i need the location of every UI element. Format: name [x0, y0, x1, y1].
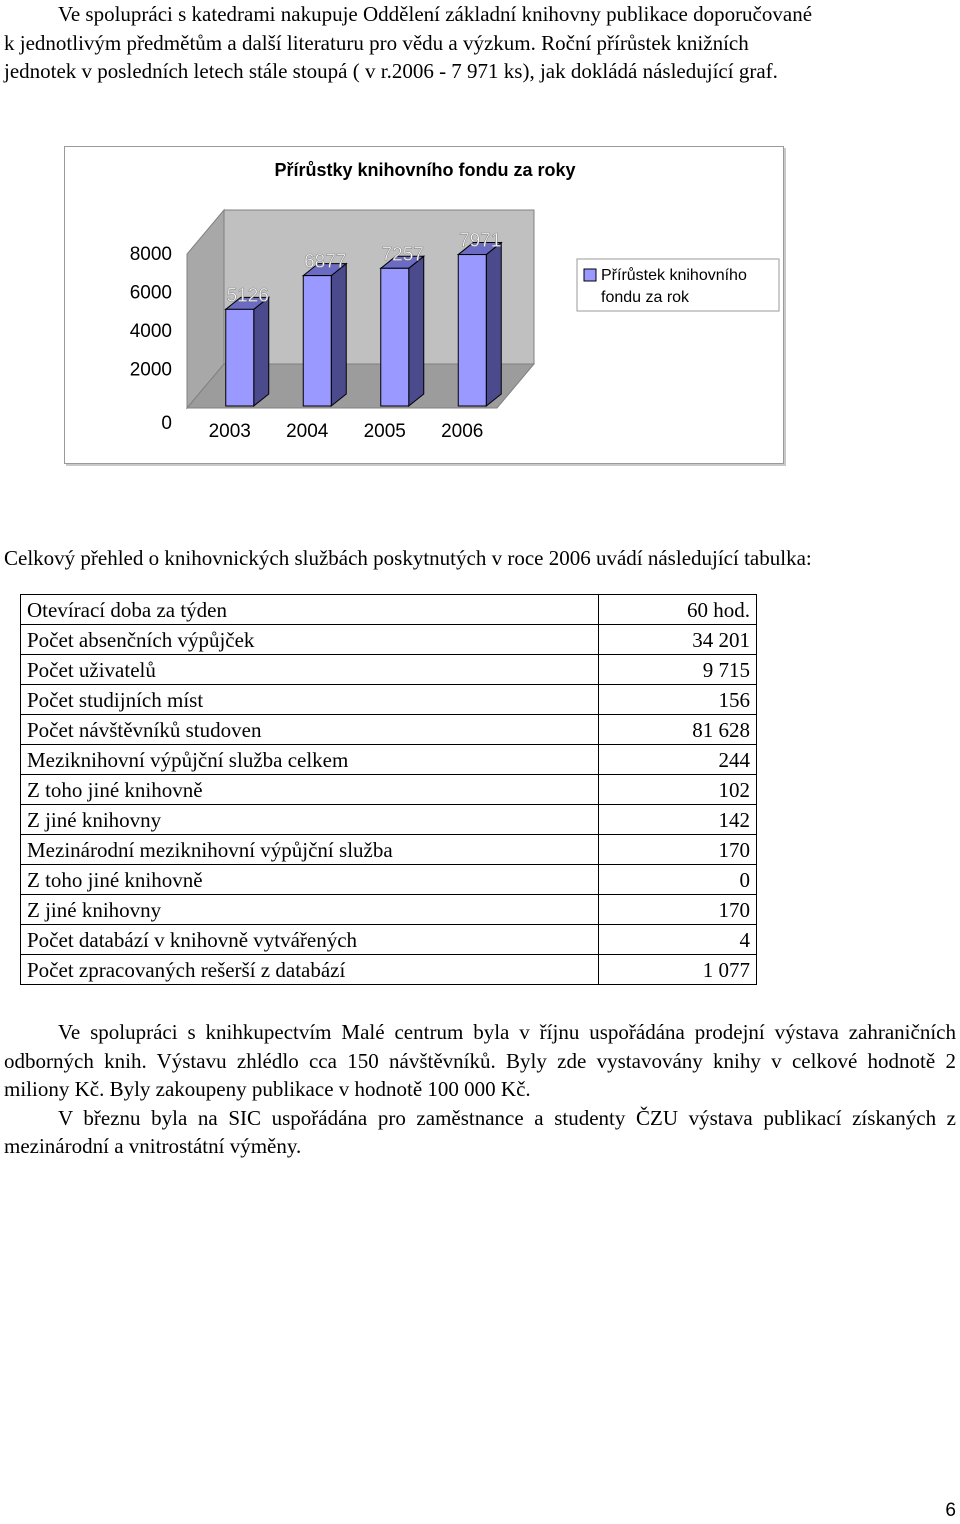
- row-value: 4: [599, 925, 757, 955]
- bar-data-label: 7971: [459, 230, 502, 252]
- row-label: Z toho jiné knihovně: [21, 775, 599, 805]
- x-tick-label: 2003: [208, 421, 251, 442]
- table-row: [21, 955, 757, 985]
- bar-side: [254, 297, 269, 406]
- row-value: 9 715: [599, 655, 757, 685]
- table-row: [21, 625, 757, 655]
- row-value: 170: [599, 835, 757, 865]
- table-row: [21, 685, 757, 715]
- y-tick-label: 4000: [129, 321, 172, 342]
- row-label: Počet návštěvníků studoven: [21, 715, 599, 745]
- table-row: [21, 775, 757, 805]
- table-row: [21, 865, 757, 895]
- x-tick-label: 2004: [286, 421, 329, 442]
- closing-text: [4, 1018, 956, 1161]
- row-label: Počet studijních míst: [21, 685, 599, 715]
- bar-data-label: 5126: [226, 285, 269, 307]
- y-tick-label: 0: [161, 413, 172, 434]
- row-value: 102: [599, 775, 757, 805]
- row-value: 170: [599, 895, 757, 925]
- table-row: [21, 745, 757, 775]
- row-value: 60 hod.: [599, 595, 757, 625]
- bar: [226, 309, 254, 406]
- row-label: Meziknihovní výpůjční služba celkem: [21, 745, 599, 775]
- row-label: Mezinárodní meziknihovní výpůjční služba: [21, 835, 599, 865]
- y-tick-label: 6000: [129, 282, 172, 304]
- intro-paragraph: [4, 0, 956, 86]
- x-tick-label: 2006: [441, 421, 484, 442]
- legend-label-line-2: fondu za rok: [601, 289, 690, 306]
- legend-label-line-1: Přírůstek knihovního: [601, 267, 747, 284]
- table-row: [21, 835, 757, 865]
- row-value: 1 077: [599, 955, 757, 985]
- legend-swatch: [584, 269, 596, 281]
- bar-chart: [64, 146, 784, 464]
- row-label: Z toho jiné knihovně: [21, 865, 599, 895]
- row-value: 244: [599, 745, 757, 775]
- table-row: [21, 595, 757, 625]
- page-number: 6: [945, 1500, 956, 1521]
- row-label: Z jiné knihovny: [21, 805, 599, 835]
- table-row: [21, 715, 757, 745]
- table-row: [21, 655, 757, 685]
- table-row: [21, 925, 757, 955]
- stats-table: [20, 594, 757, 985]
- row-value: 34 201: [599, 625, 757, 655]
- table-row: [21, 805, 757, 835]
- row-label: Počet databází v knihovně vytvářených: [21, 925, 599, 955]
- table-intro: Celkový přehled o knihovnických službách poskytnutých v roce 2006 uvádí následující tabulka:: [4, 546, 812, 570]
- chart-title: Přírůstky knihovního fondu za roky: [274, 160, 576, 180]
- intro-line-2: k jednotlivým předmětům a další literaturu pro vědu a výzkum. Roční přírůstek knižních: [4, 30, 749, 55]
- x-tick-label: 2005: [363, 421, 406, 442]
- bar-side: [331, 264, 346, 406]
- row-value: 156: [599, 685, 757, 715]
- bar: [458, 255, 486, 406]
- bar: [381, 268, 409, 406]
- bar-side: [486, 243, 501, 406]
- row-value: 0: [599, 865, 757, 895]
- intro-line-1: Ve spolupráci s katedrami nakupuje Oddělení základní knihovny publikace doporučované: [58, 2, 813, 26]
- row-label: Z jiné knihovny: [21, 895, 599, 925]
- closing-paragraph-1: Ve spolupráci s knihkupectvím Malé centrum byla v říjnu uspořádána prodejní výstava zahraničních odborných knih. Výstavu zhlédlo cca 150 návštěvníků. Byly zde vystavovány knihy v celkové hodnotě 2 miliony Kč. Byly zakoupeny publikace v hodnotě 100 000 Kč.: [4, 1020, 956, 1101]
- intro-line-3: jednotek v posledních letech stále stoupá ( v r.2006 - 7 971 ks), jak dokládá následující graf.: [4, 59, 778, 83]
- closing-paragraph-2: V březnu byla na SIC uspořádána pro zaměstnance a studenty ČZU výstava publikací získaných z mezinárodní a vnitrostátní výměny.: [4, 1105, 956, 1158]
- table-row: [21, 895, 757, 925]
- row-label: Počet zpracovaných rešerší z databází: [21, 955, 599, 985]
- row-value: 81 628: [599, 715, 757, 745]
- bar-data-label: 7257: [381, 244, 424, 266]
- bar: [303, 276, 331, 406]
- row-label: Počet absenčních výpůjček: [21, 625, 599, 655]
- row-label: Počet uživatelů: [21, 655, 599, 685]
- y-tick-label: 8000: [129, 244, 172, 265]
- bar-data-label: 6877: [304, 251, 347, 273]
- y-tick-label: 2000: [129, 359, 172, 381]
- row-label: Otevírací doba za týden: [21, 595, 599, 625]
- row-value: 142: [599, 805, 757, 835]
- bar-side: [409, 256, 424, 406]
